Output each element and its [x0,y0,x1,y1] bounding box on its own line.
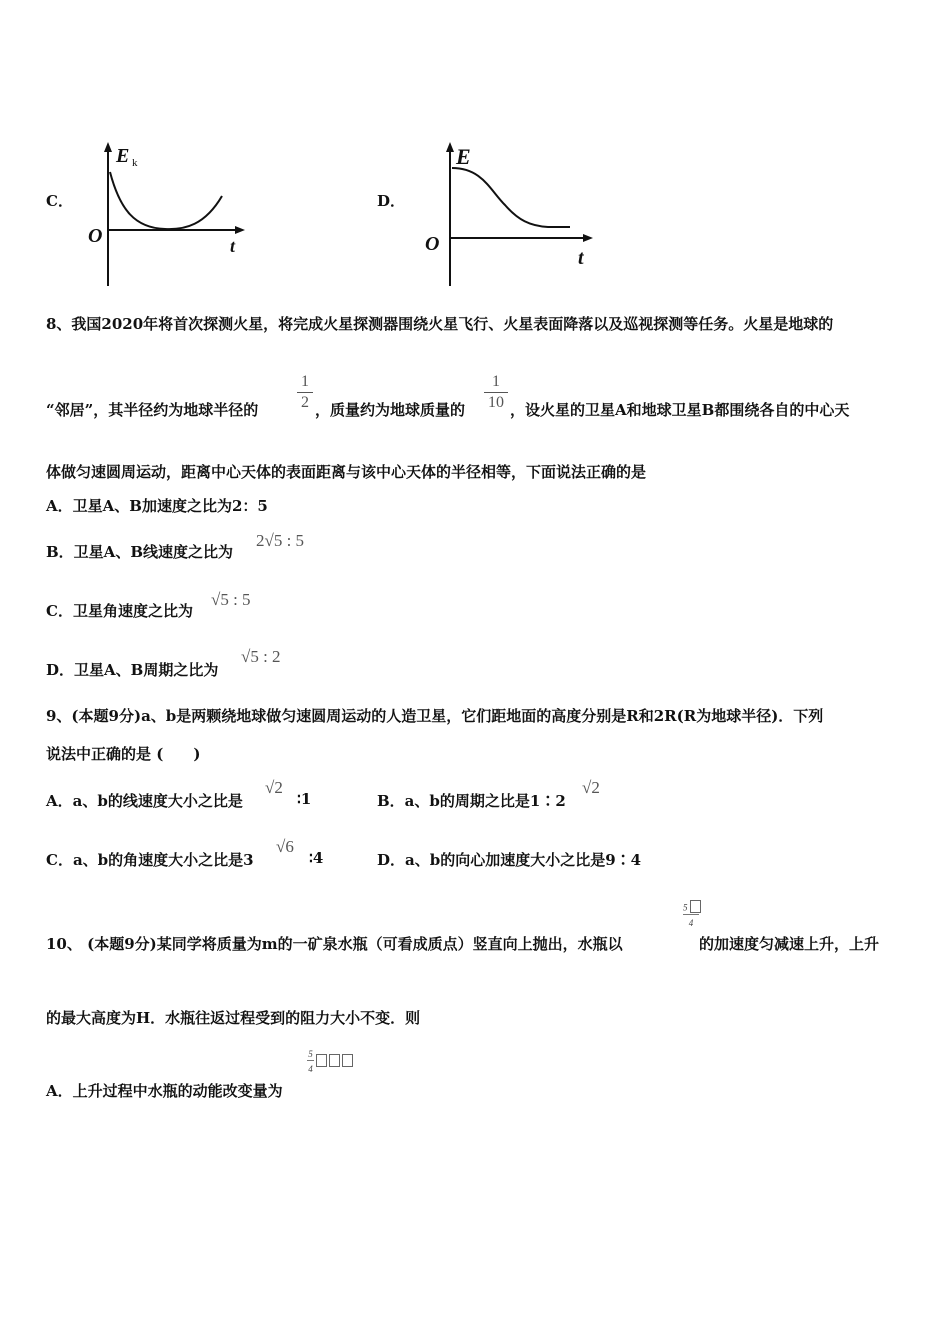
placeholder-box-icon [329,1054,340,1067]
q8-line1: 8、我国2020年将首次探测火星，将完成火星探测器围绕火星飞行、火星表面降落以及巡视探测等任务。火星是地球的 [46,315,834,333]
graph-c-y-arrow [104,142,112,152]
placeholder-box-icon [342,1054,353,1067]
graph-d-t-label: t [578,247,584,269]
option-c-label: C． [46,192,73,210]
q9-option-a: A．a、b的线速度大小之比是 [46,792,243,810]
q8-fraction-tenth-num: 1 [492,373,500,390]
q9-line2: 说法中正确的是 ( ) [46,745,201,763]
graph-c [80,140,250,290]
graph-c-t-label: t [230,236,236,256]
q9-option-a-end: ∶1 [297,790,312,808]
graph-c-x-arrow [235,226,245,234]
graph-d-ylabel: E [456,144,471,169]
graph-d [420,140,600,290]
q9-option-c-end: ∶4 [309,849,324,867]
q8-option-b-math: 2√5 : 5 [256,531,305,550]
q10-option-a-frac-den: 4 [308,1064,313,1074]
q8-option-a: A．卫星A、B加速度之比为2：5 [46,497,268,515]
q8-option-b: B．卫星A、B线速度之比为 [46,543,233,561]
q8-fraction-half-den: 2 [301,394,309,411]
q8-option-d-math: √5 : 2 [241,647,281,666]
q8-fraction-half-num: 1 [301,373,309,390]
q9-option-b-math: √2 [582,778,600,797]
q9-option-a-math: √2 [265,778,283,797]
graph-c-ylabel: E [116,145,130,167]
q10-fraction-box-icon [690,900,701,913]
placeholder-box-icon [316,1054,327,1067]
q10-line1b: 的加速度匀减速上升，上升 [699,935,880,953]
q10-option-a-math [307,1047,353,1074]
q8-option-d: D．卫星A、B周期之比为 [46,661,219,679]
graph-c-origin: O [88,225,103,247]
q8-line2c: ，设火星的卫星A和地球卫星B都围绕各自的中心天 [510,401,850,419]
graph-d-origin: O [425,233,440,255]
q9-option-b: B．a、b的周期之比是1∶2 [377,792,566,810]
q10-line1a: 10、 (本题9分)某同学将质量为m的一矿泉水瓶（可看成质点）竖直向上抛出，水瓶以 [46,935,623,953]
graph-c-ysub: k [132,157,138,169]
q8-fraction-tenth [484,373,508,412]
option-d-label: D． [377,192,406,210]
q10-option-a: A．上升过程中水瓶的动能改变量为 [46,1082,283,1100]
q8-line3: 体做匀速圆周运动，距离中心天体的表面距离与该中心天体的半径相等，下面说法正确的是 [46,463,647,481]
graph-c-curve [110,172,222,229]
q10-line2: 的最大高度为H．水瓶往返过程受到的阻力大小不变．则 [46,1009,421,1027]
q8-line2b: ，质量约为地球质量的 [315,401,466,419]
graph-d-y-arrow [446,142,454,152]
graph-d-curve [452,168,570,227]
q8-option-c-math: √5 : 5 [211,590,251,609]
q8-line2a: “邻居”，其半径约为地球半径的 [46,401,259,419]
q9-option-c: C．a、b的角速度大小之比是3 [46,851,254,869]
q10-option-a-frac-num: 5 [308,1049,313,1059]
q8-option-c: C．卫星角速度之比为 [46,602,193,620]
q10-fraction-den: 4 [688,918,694,928]
q8-fraction-tenth-den: 10 [488,394,504,411]
q9-line1: 9、(本题9分)a、b是两颗绕地球做匀速圆周运动的人造卫星，它们距地面的高度分别是R和2R(R为地球半径)．下列 [46,707,824,725]
q9-option-d: D．a、b的向心加速度大小之比是9∶4 [377,851,642,869]
q8-fraction-half [297,373,313,412]
q10-fraction [683,900,699,928]
graph-d-x-arrow [583,234,593,242]
q9-option-c-math: √6 [276,837,294,856]
q10-fraction-num: 5 [683,902,688,913]
